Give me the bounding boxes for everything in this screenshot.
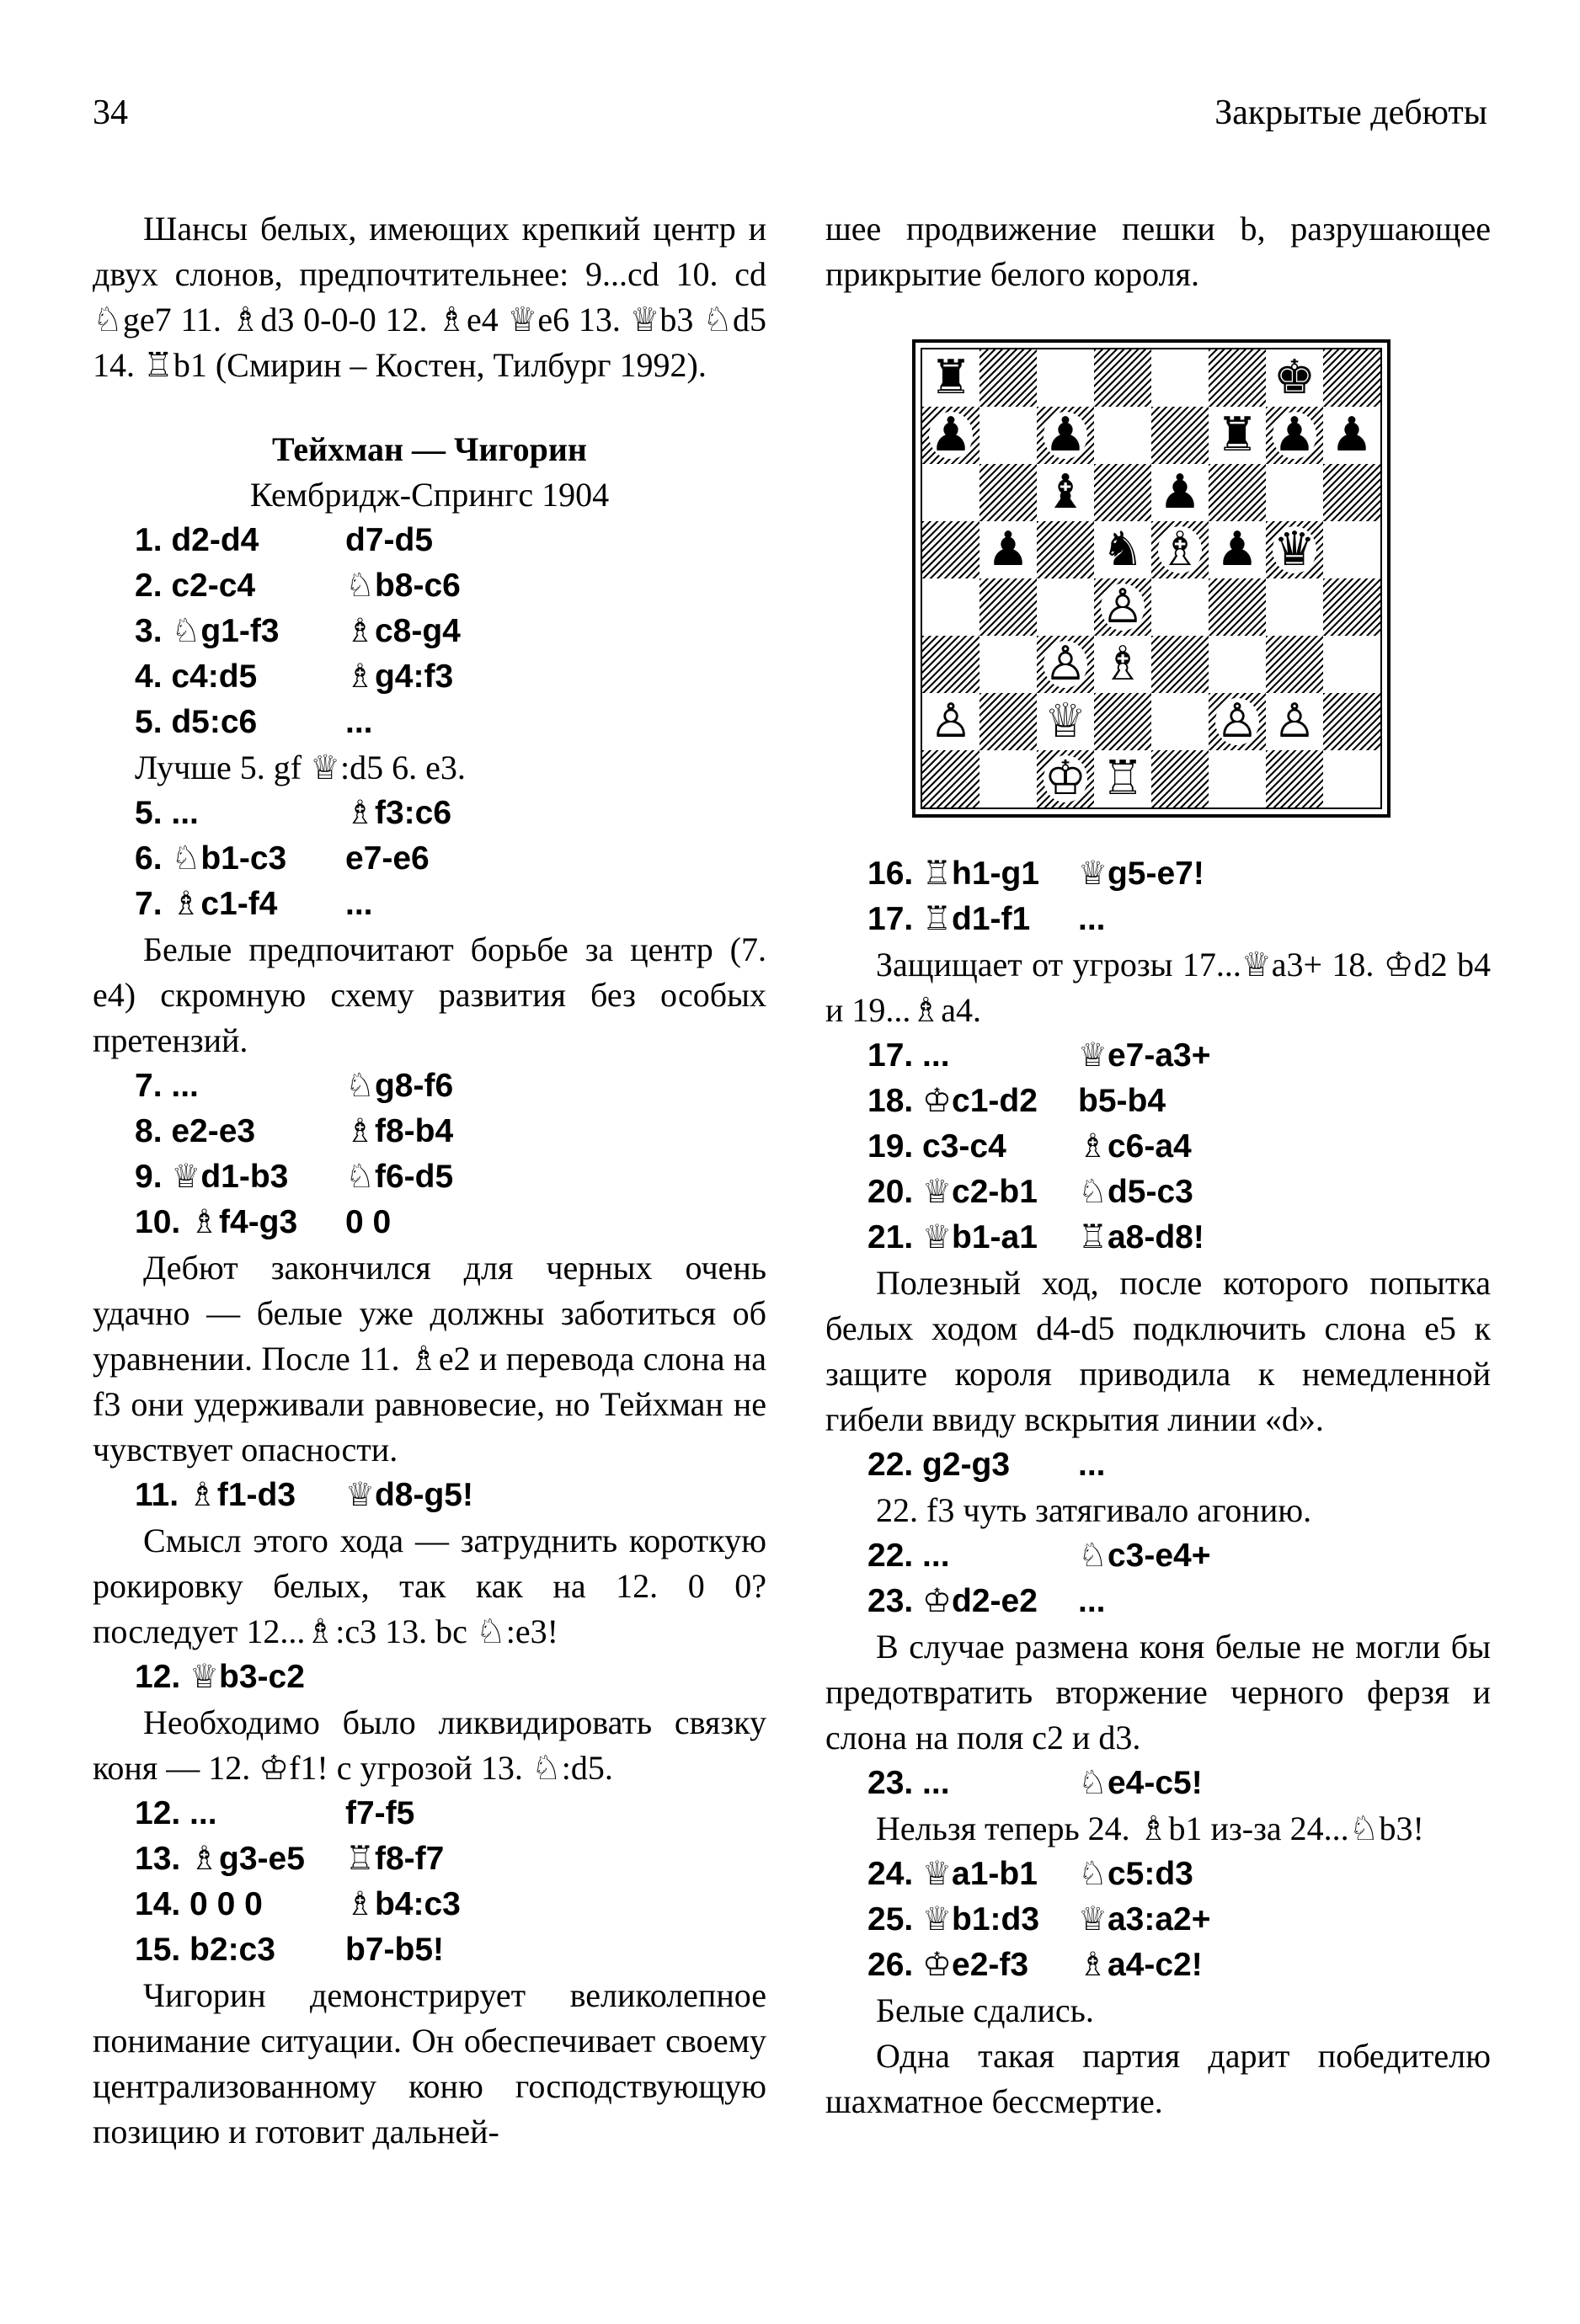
move-row <box>93 654 766 700</box>
black-move: ♖a8-d8! <box>1078 1219 1204 1255</box>
annotation: Смысл этого хода — затруднить короткую рокировку белых, так как на 12. 0 0? последует 12...♗:c3 13. bc ♘:e3! <box>93 1522 766 1650</box>
chess-diagram <box>912 339 1391 818</box>
chess-piece-icon: ♞ <box>1101 522 1145 577</box>
move-row <box>93 1063 766 1109</box>
board-square <box>1266 349 1323 407</box>
board-square <box>1151 578 1209 636</box>
board-square <box>922 636 979 693</box>
black-move: ♗c6-a4 <box>1078 1128 1192 1165</box>
white-move: 17. ♖d1-f1 <box>867 901 1031 937</box>
white-move: 1. d2-d4 <box>135 522 259 558</box>
chess-piece-icon: ♙ <box>1273 694 1316 749</box>
board-square <box>1151 349 1209 407</box>
white-move: 19. c3-c4 <box>867 1128 1006 1165</box>
chess-piece-icon: ♔ <box>1044 751 1087 806</box>
black-move <box>345 1655 766 1700</box>
board-square <box>1266 750 1323 808</box>
white-move: 6. ♘b1-c3 <box>135 840 287 877</box>
black-move: ♖f8-f7 <box>345 1841 445 1877</box>
black-move: ♘d5-c3 <box>1078 1174 1193 1210</box>
board-square <box>1037 693 1094 750</box>
moves-list <box>93 1473 766 1518</box>
game-place: Кембридж-Спрингс 1904 <box>249 476 610 514</box>
board-square <box>1151 464 1209 521</box>
move-row <box>93 1473 766 1518</box>
black-move: ♘f6-d5 <box>345 1159 454 1195</box>
moves-list <box>825 1033 1491 1261</box>
move-row <box>825 851 1491 897</box>
white-move: 13. ♗g3-e5 <box>135 1841 305 1877</box>
moves-list <box>825 1852 1491 1988</box>
white-move: 16. ♖h1-g1 <box>867 856 1040 892</box>
white-move: 14. 0 0 0 <box>135 1886 263 1922</box>
black-move: ... <box>1078 901 1106 937</box>
white-move: 3. ♘g1-f3 <box>135 613 280 649</box>
white-move: 23. ... <box>867 1765 950 1801</box>
white-move: 24. ♕a1-b1 <box>867 1856 1038 1892</box>
white-move: 5. ... <box>135 795 199 831</box>
move-row <box>93 1927 766 1973</box>
board-square <box>1037 464 1094 521</box>
black-move: ♗g4:f3 <box>345 658 454 695</box>
moves-list <box>825 851 1491 942</box>
board-square <box>1323 407 1380 464</box>
annotation: Дебют закончился для черных очень удачно — белые уже должны заботиться об уравнении. После 11. ♗e2 и перевода слона на f3 они удерживали равновесие, но Тейхман не чувствует опасности. <box>93 1249 766 1468</box>
move-row <box>93 1109 766 1154</box>
chess-piece-icon: ♕ <box>1044 694 1087 749</box>
black-move: b5-b4 <box>1078 1083 1166 1119</box>
board-square <box>1323 521 1380 578</box>
board-square <box>979 464 1037 521</box>
annotation: В случае размена коня белые не могли бы предотвратить вторжение черного ферзя и слона на поля c2 и d3. <box>825 1628 1491 1756</box>
board-square <box>1209 693 1266 750</box>
board-square <box>922 464 979 521</box>
black-move: ♘c3-e4+ <box>1078 1538 1211 1574</box>
white-move: 8. e2-e3 <box>135 1113 256 1149</box>
moves-list <box>93 791 766 927</box>
move-row <box>825 1124 1491 1170</box>
white-move: 11. ♗f1-d3 <box>135 1477 296 1513</box>
board-square <box>1323 750 1380 808</box>
move-row <box>825 1170 1491 1215</box>
move-row <box>825 1761 1491 1806</box>
white-move: 17. ... <box>867 1037 950 1074</box>
white-move: 7. ... <box>135 1068 199 1104</box>
continued-paragraph: шее продвижение пешки b, разрушающее прикрытие белого короля. <box>825 210 1491 293</box>
white-move: 25. ♕b1:d3 <box>867 1901 1040 1938</box>
chess-board-frame <box>912 339 1391 818</box>
board-square <box>979 693 1037 750</box>
move-row <box>825 1079 1491 1124</box>
board-square <box>922 521 979 578</box>
board-square <box>1266 636 1323 693</box>
board-square <box>1209 521 1266 578</box>
white-move: 7. ♗c1-f4 <box>135 886 278 922</box>
section-title: Закрытые дебюты <box>1214 93 1487 132</box>
annotation: Белые сдались. <box>876 1991 1094 2029</box>
move-row <box>93 518 766 563</box>
move-row <box>825 1215 1491 1261</box>
chess-piece-icon: ♟ <box>929 408 973 462</box>
moves-list <box>825 1533 1491 1624</box>
move-row <box>93 882 766 927</box>
black-move: ... <box>1078 1447 1106 1483</box>
move-row <box>93 563 766 609</box>
board-square <box>1323 578 1380 636</box>
annotation: Одна такая партия дарит победителю шахматное бессмертие. <box>825 2037 1491 2120</box>
black-move: ... <box>345 704 373 740</box>
board-square <box>1151 407 1209 464</box>
board-square <box>1323 464 1380 521</box>
board-square <box>922 750 979 808</box>
move-row <box>825 1943 1491 1988</box>
chess-piece-icon: ♛ <box>1273 522 1316 577</box>
board-square <box>1266 464 1323 521</box>
board-square <box>922 693 979 750</box>
black-move: ♘g8-f6 <box>345 1068 454 1104</box>
moves-list <box>93 1063 766 1245</box>
black-move: ♗c8-g4 <box>345 613 461 649</box>
chess-piece-icon: ♟ <box>986 522 1030 577</box>
black-move: 0 0 <box>345 1204 392 1240</box>
chess-piece-icon: ♚ <box>1273 350 1316 405</box>
white-move: 12. ... <box>135 1795 217 1831</box>
board-square <box>1037 636 1094 693</box>
move-row <box>93 700 766 745</box>
black-move: ♘e4-c5! <box>1078 1765 1203 1801</box>
white-move: 22. ... <box>867 1538 950 1574</box>
board-square <box>1037 750 1094 808</box>
board-square <box>1037 349 1094 407</box>
board-square <box>922 407 979 464</box>
white-move: 4. c4:d5 <box>135 658 258 695</box>
board-square <box>1209 349 1266 407</box>
black-move: ♗f8-b4 <box>345 1113 454 1149</box>
board-square <box>979 521 1037 578</box>
board-square <box>1209 750 1266 808</box>
move-row <box>93 1154 766 1200</box>
page-header <box>93 93 1487 143</box>
chess-piece-icon: ♟ <box>1215 522 1259 577</box>
move-row <box>825 1579 1491 1624</box>
annotation: Лучше 5. gf ♕:d5 6. e3. <box>135 749 466 786</box>
chess-piece-icon: ♙ <box>1215 694 1259 749</box>
white-move: 22. g2-g3 <box>867 1447 1011 1483</box>
moves-list <box>93 1655 766 1700</box>
board-square <box>979 636 1037 693</box>
black-move: ♗f3:c6 <box>345 795 452 831</box>
chess-piece-icon: ♗ <box>1101 637 1145 691</box>
board-square <box>979 349 1037 407</box>
board-square <box>1094 521 1151 578</box>
white-move: 9. ♕d1-b3 <box>135 1159 289 1195</box>
annotation: Необходимо было ликвидировать связку коня — 12. ♔f1! с угрозой 13. ♘:d5. <box>93 1703 766 1787</box>
black-move: ♕d8-g5! <box>345 1477 473 1513</box>
white-move: 20. ♕c2-b1 <box>867 1174 1038 1210</box>
white-move: 10. ♗f4-g3 <box>135 1204 298 1240</box>
board-square <box>1094 464 1151 521</box>
board-square <box>1151 693 1209 750</box>
move-row <box>825 1033 1491 1079</box>
game-title: Тейхман — Чигорин <box>272 430 587 468</box>
black-move: ♗b4:c3 <box>345 1886 461 1922</box>
board-square <box>1094 349 1151 407</box>
board-square <box>1266 693 1323 750</box>
right-column <box>825 206 1491 2124</box>
moves-list <box>825 1761 1491 1806</box>
board-square <box>1094 407 1151 464</box>
white-move: 2. c2-c4 <box>135 568 256 604</box>
board-square <box>1094 750 1151 808</box>
white-move: 5. d5:c6 <box>135 704 258 740</box>
move-row <box>825 1852 1491 1897</box>
chess-piece-icon: ♙ <box>929 694 973 749</box>
move-row <box>93 1836 766 1882</box>
annotation: Защищает от угрозы 17...♕a3+ 18. ♔d2 b4 и 19...♗a4. <box>825 946 1491 1029</box>
move-row <box>825 897 1491 942</box>
board-square <box>1151 750 1209 808</box>
black-move: ♕e7-a3+ <box>1078 1037 1211 1074</box>
white-move: 12. ♕b3-c2 <box>135 1659 305 1695</box>
intro-paragraph: Шансы белых, имеющих крепкий центр и двух слонов, предпочтительнее: 9...cd 10. cd ♘ge7 11. ♗d3 0-0-0 12. ♗e4 ♕e6 13. ♕b3 ♘d5 14. ♖b1 (Смирин – Костен, Тилбург 1992). <box>93 210 766 384</box>
chess-piece-icon: ♟ <box>1330 408 1374 462</box>
black-move: ♕g5-e7! <box>1078 856 1204 892</box>
board-square <box>1094 693 1151 750</box>
black-move: ♘c5:d3 <box>1078 1856 1193 1892</box>
board-square <box>1094 636 1151 693</box>
annotation: Белые предпочитают борьбе за центр (7. e4) скромную схему развития без особых претензий. <box>93 930 766 1059</box>
chess-piece-icon: ♖ <box>1101 751 1145 806</box>
white-move: 26. ♔e2-f3 <box>867 1947 1029 1983</box>
white-move: 15. b2:c3 <box>135 1932 275 1968</box>
move-row <box>93 1200 766 1245</box>
board-square <box>1037 578 1094 636</box>
board-square <box>979 407 1037 464</box>
board-square <box>979 750 1037 808</box>
chess-piece-icon: ♙ <box>1101 579 1145 634</box>
board-square <box>1037 521 1094 578</box>
board-square <box>1266 578 1323 636</box>
board-square <box>1323 636 1380 693</box>
chess-piece-icon: ♜ <box>929 350 973 405</box>
board-square <box>1094 578 1151 636</box>
board-square <box>1151 521 1209 578</box>
move-row <box>93 1791 766 1836</box>
board-square <box>1209 464 1266 521</box>
move-row <box>93 791 766 836</box>
moves-list <box>93 1791 766 1973</box>
move-row <box>825 1897 1491 1943</box>
black-move: ... <box>1078 1583 1106 1619</box>
annotation: Чигорин демонстрирует великолепное понимание ситуации. Он обеспечивает своему централизованному коню господствующую позицию и готовит дальней- <box>93 1976 766 2151</box>
board-square <box>1323 349 1380 407</box>
chess-piece-icon: ♟ <box>1044 408 1087 462</box>
moves-list <box>93 518 766 745</box>
black-move: b7-b5! <box>345 1932 444 1968</box>
move-row <box>93 836 766 882</box>
board-square <box>922 578 979 636</box>
black-move: e7-e6 <box>345 840 430 877</box>
black-move: ♗a4-c2! <box>1078 1947 1203 1983</box>
black-move: ♘b8-c6 <box>345 568 461 604</box>
chess-piece-icon: ♗ <box>1158 522 1202 577</box>
move-row <box>825 1533 1491 1579</box>
annotation: 22. f3 чуть затягивало агонию. <box>876 1491 1312 1529</box>
moves-list <box>825 1442 1491 1488</box>
chess-piece-icon: ♙ <box>1044 637 1087 691</box>
move-row <box>825 1442 1491 1488</box>
annotation: Нельзя теперь 24. ♗b1 из-за 24...♘b3! <box>876 1810 1424 1847</box>
move-row <box>93 609 766 654</box>
board-square <box>1037 407 1094 464</box>
chess-piece-icon: ♜ <box>1215 408 1259 462</box>
board-square <box>1323 693 1380 750</box>
board-square <box>1266 521 1323 578</box>
page-number: 34 <box>93 93 128 132</box>
chess-piece-icon: ♟ <box>1158 465 1202 520</box>
black-move: d7-d5 <box>345 522 434 558</box>
white-move: 21. ♕b1-a1 <box>867 1219 1038 1255</box>
black-move: ♕a3:a2+ <box>1078 1901 1211 1938</box>
left-column <box>93 206 766 2155</box>
move-row <box>93 1882 766 1927</box>
board-square <box>1209 407 1266 464</box>
move-row <box>93 1655 766 1700</box>
black-move: f7-f5 <box>345 1795 415 1831</box>
board-square <box>1151 636 1209 693</box>
chess-piece-icon: ♟ <box>1273 408 1316 462</box>
annotation: Полезный ход, после которого попытка белых ходом d4-d5 подключить слона e5 к защите короля приводила к немедленной гибели ввиду вскрытия линии «d». <box>825 1264 1491 1438</box>
white-move: 23. ♔d2-e2 <box>867 1583 1038 1619</box>
white-move: 18. ♔c1-d2 <box>867 1083 1038 1119</box>
board-square <box>1266 407 1323 464</box>
chess-board <box>921 348 1382 809</box>
chess-piece-icon: ♝ <box>1044 465 1087 520</box>
board-square <box>1209 636 1266 693</box>
board-square <box>922 349 979 407</box>
board-square <box>979 578 1037 636</box>
board-square <box>1209 578 1266 636</box>
black-move: ... <box>345 886 373 922</box>
